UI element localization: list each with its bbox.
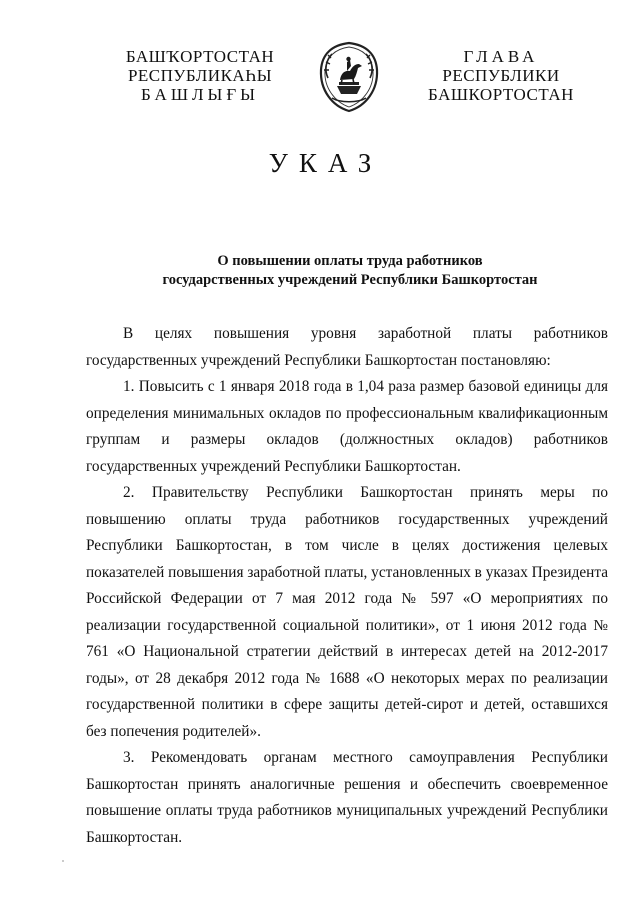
document-body xyxy=(86,321,608,851)
header-left-line: БАШҠОРТОСТАН xyxy=(125,47,275,66)
header-right-line: РЕСПУБЛИКИ xyxy=(442,66,560,85)
document-title-line: О повышении оплаты труда работников xyxy=(217,253,483,269)
header-right-line: ГЛАВА xyxy=(463,47,539,66)
header-right-line: БАШКОРТОСТАН xyxy=(428,85,574,104)
paragraph-preamble: В целях повышения уровня заработной платы работников государственных учреждений Республики Башкортостан постановляю: xyxy=(86,325,608,369)
scan-speck xyxy=(62,860,64,862)
paragraph-item-2: 2. Правительству Республики Башкортостан принять меры по повышению оплаты труда работников государственных учреждений Республики Башкортостан, в том числе в целях достижения целевых показателей повышения заработной платы, установленных в указах Президента Российской Федерации от 7 мая 2012 года № 597 «О мероприятиях по реализации государственной социальной политики», от 1 июня 2012 года № 761 «О Национальной стратегии действий в интересах детей на 2012-2017 годы», от 28 декабря 2012 года № 1688 «О некоторых мерах по реализации государственной политики в сфере защиты детей-сирот и детей, оставшихся без попечения родителей». xyxy=(86,484,608,740)
paragraph-item-3: 3. Рекомендовать органам местного самоуправления Республики Башкортостан принять аналогичные решения и обеспечить своевременное повышение оплаты труда работников муниципальных учреждений Республики Башкортостан. xyxy=(86,749,608,846)
header-left xyxy=(110,47,290,104)
document-type-heading: УКАЗ xyxy=(268,148,383,178)
header-right xyxy=(411,47,591,104)
document-title xyxy=(90,252,610,290)
coat-of-arms-icon xyxy=(316,40,382,114)
document-title-line: государственных учреждений Республики Башкортостан xyxy=(162,272,538,288)
header-left-line: РЕСПУБЛИКАҺЫ xyxy=(127,66,273,85)
paragraph-item-1: 1. Повысить с 1 января 2018 года в 1,04 раза размер базовой единицы для определения минимальных окладов по профессиональным квалификационным группам и размеры окладов (должностных окладов) работников государственных учреждений Республики Башкортостан. xyxy=(86,378,608,475)
header-left-line: БАШЛЫҒЫ xyxy=(141,85,259,104)
